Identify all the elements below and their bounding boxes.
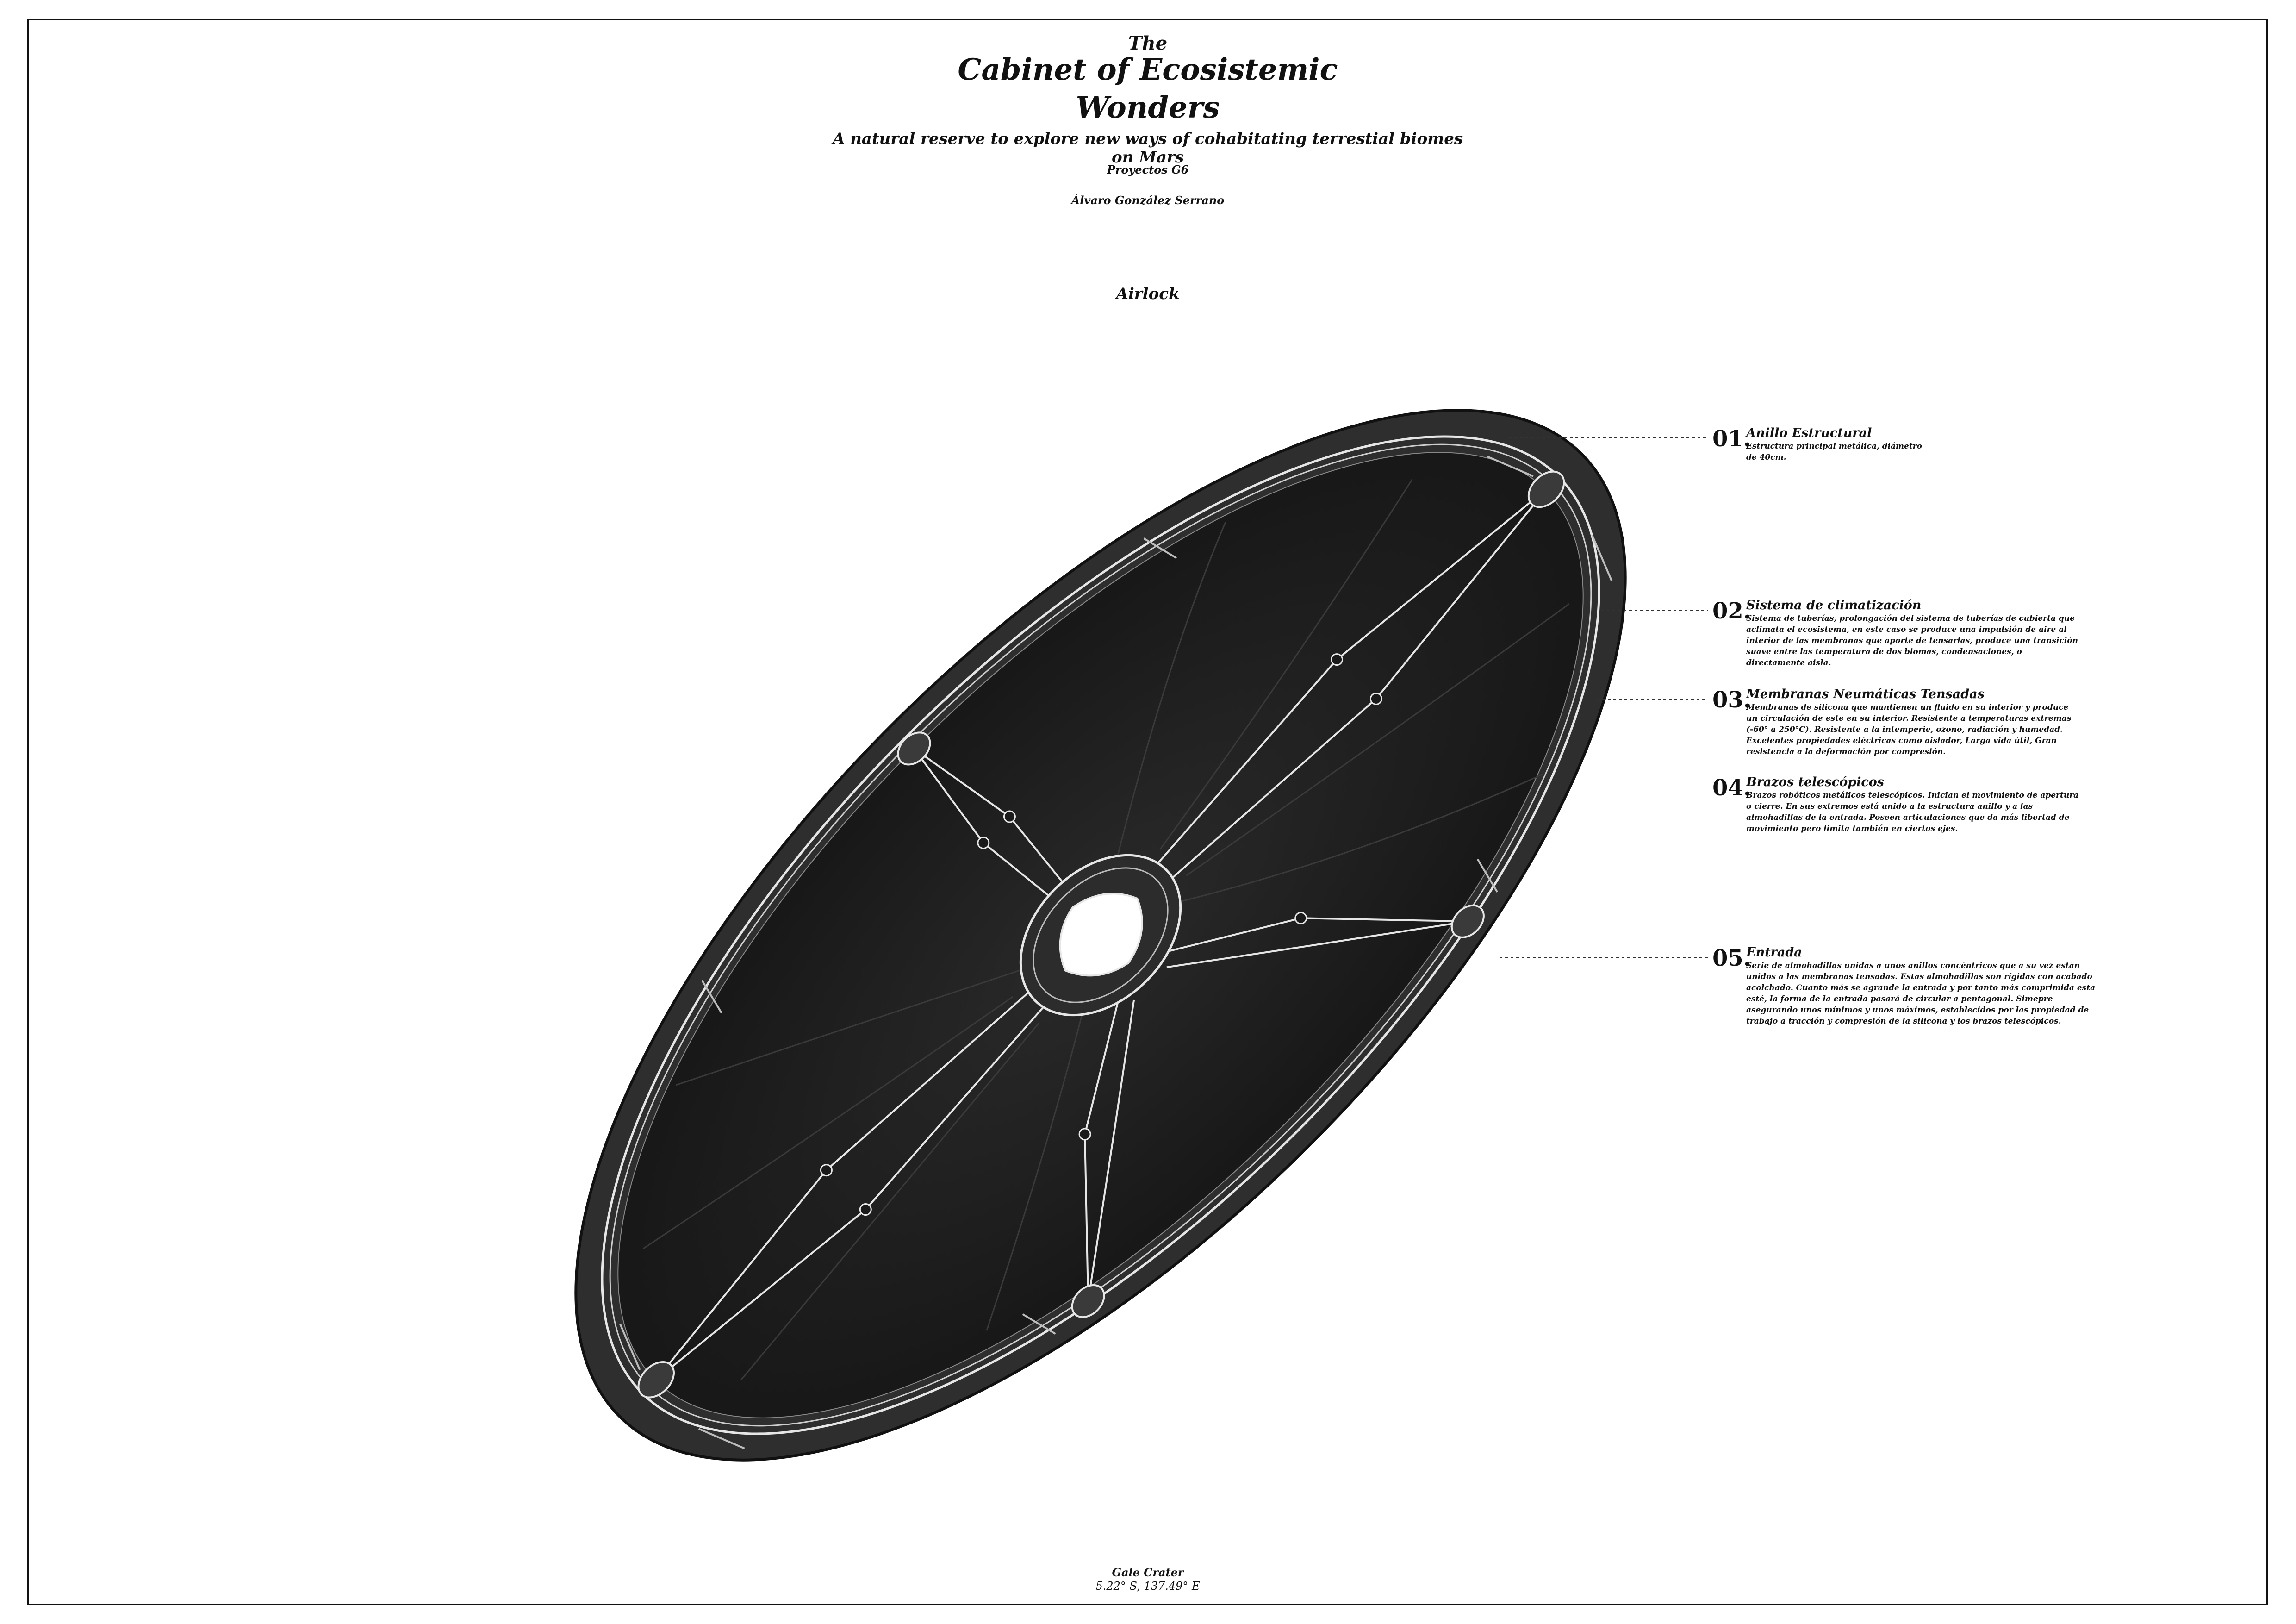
callout-number: 01. (1712, 426, 1751, 452)
callout-description: Serie de almohadillas unidas a unos anillos concéntricos que a su vez están unidos a las membranas tensadas. Estas almohadillas son rígidas con acabado acolchado. Cuanto más se agrande la entrada y por tanto más comprimida esta esté, la forma de la entrada pasará de circular a pentagonal. Simepre asegurando unos mínimos y unos máximos, establecidos por las propiedad de trabajo a tracción y compresión de la silicona y los brazos telescópicos. (1746, 961, 2096, 1026)
author-label: Álvaro González Serrano (1071, 194, 1225, 207)
callout-number: 05. (1712, 945, 1751, 971)
callout-number: 02. (1712, 598, 1751, 624)
callout-number: 03. (1712, 687, 1751, 713)
callout-title: Entrada (1746, 945, 1802, 960)
callout-title: Anillo Estructural (1746, 426, 1872, 440)
callout-title: Membranas Neumáticas Tensadas (1746, 687, 1985, 701)
coordinates-label: 5.22° S, 137.49° E (1095, 1580, 1200, 1593)
section-title: Airlock (1116, 285, 1180, 303)
location-label: Gale Crater (1112, 1566, 1184, 1579)
callout-description: Membranas de silicona que mantienen un fluido en su interior y produce un circulación de este en su interior. Resistente a temperaturas extremas (-60° a 250°C). Resistente a la intemperie, ozono, radiación y humedad. Excelentes propiedades eléctricas como aislador, Larga vida útil, Gran resistencia a la deformación por compresión. (1746, 703, 2072, 756)
pre-title: The (1128, 32, 1168, 54)
callout-title: Sistema de climatización (1746, 598, 1922, 612)
callout-number: 04. (1712, 775, 1751, 801)
callout-description: Sistema de tuberías, prolongación del sistema de tuberías de cubierta que aclimata el ecosistema, en este caso se produce una impulsión de aire al interior de las membranas que aporte de tensarlas, produce una transición suave entre las temperatura de dos biomas, condensaciones, o directamente aisla. (1746, 614, 2078, 668)
course-label: Proyectos G6 (1107, 163, 1189, 176)
subtitle: A natural reserve to explore new ways of cohabitating terrestial biomes on Mars (832, 130, 1463, 167)
page-title: Cabinet of Ecosistemic Wonders (958, 52, 1338, 125)
callout-description: Estructura principal metálica, diámetro de 40cm. (1746, 442, 1923, 462)
callout-description: Brazos robóticos metálicos telescópicos. Inician el movimiento de apertura o cierre. En sus extremos está unido a la estructura anillo y a las almohadillas de la entrada. Poseen articulaciones que da más libertad de movimiento pero limita también en ciertos ejes. (1746, 791, 2079, 833)
callout-title: Brazos telescópicos (1746, 775, 1885, 789)
